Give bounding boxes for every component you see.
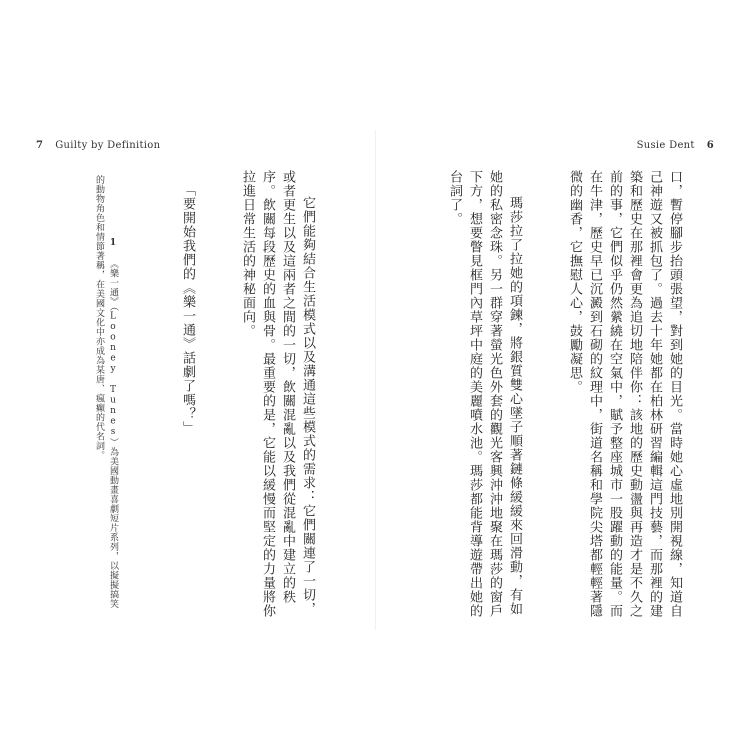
footnote (54, 175, 134, 615)
footnote-text: 《樂一通》（Looney Tunes）為美國動畫喜劇短片系列，以擬擬搞笑的動物角色和情節著稱，在美國文化中亦成為某唐、瘋癲的代名詞。 (94, 175, 118, 609)
right-page-body (441, 170, 724, 625)
book-spread (14, 130, 736, 630)
left-page (14, 130, 369, 630)
right-running-title: Susie Dent (636, 140, 695, 151)
right-page-number: 6 (706, 140, 714, 151)
paragraph: 口，暫停腳步抬頭張望，對到她的目光。當時她心虛地別開視線，知道自己神遊又被抓包了。過去十年她都在柏林研習編輯這門技藝，而那裡的建築和歷史在那裡會更為追切地陪伴你：該地的歷史動盪與再造才是不久之前的事，它們似乎仍然縈繞在空氣中，賦予整座城市一股躍動的能量。而在牛津，歷史早已沉澱到石砌的紋理中，街道名稱和學院尖塔都輕輕著隱微的幽香，它撫慰人心，鼓勵凝思。 (567, 170, 682, 618)
right-page-header (637, 140, 714, 151)
left-running-title: Guilty by Definition (55, 140, 161, 151)
left-page-number: 7 (36, 140, 44, 151)
paragraph: 瑪莎拉了拉她的項鍊，將銀質雙心墜子順著鏈條緩緩來回滑動，有如她的私密念珠。另一群穿著螢光色外套的觀光客興沖沖地聚在瑪莎的窗戶下方，想要瞥見框門內草坪中庭的美麗噴水池。瑪莎都能背導遊帶出她的台詞了。 (447, 170, 522, 618)
left-page-body (144, 170, 357, 625)
footnote-marker: 1 (108, 238, 118, 249)
left-page-header (36, 140, 160, 151)
right-page (381, 130, 736, 630)
paragraph: 「要開始我們的《樂一通》話劇了嗎？」 (180, 183, 195, 435)
paragraph: 它們能夠結合生活模式以及溝通這些模式的需求：它們關連了一切，或者更生以及這兩者之間的一切，飲關混亂以及我們從混亂中建立的秩序。飲關每段歷史的血與骨。最重要的是，它能以緩慢而堅定的力量將你拉進日常生活的神秘面向。 (240, 170, 315, 618)
gutter-divider (375, 130, 376, 630)
